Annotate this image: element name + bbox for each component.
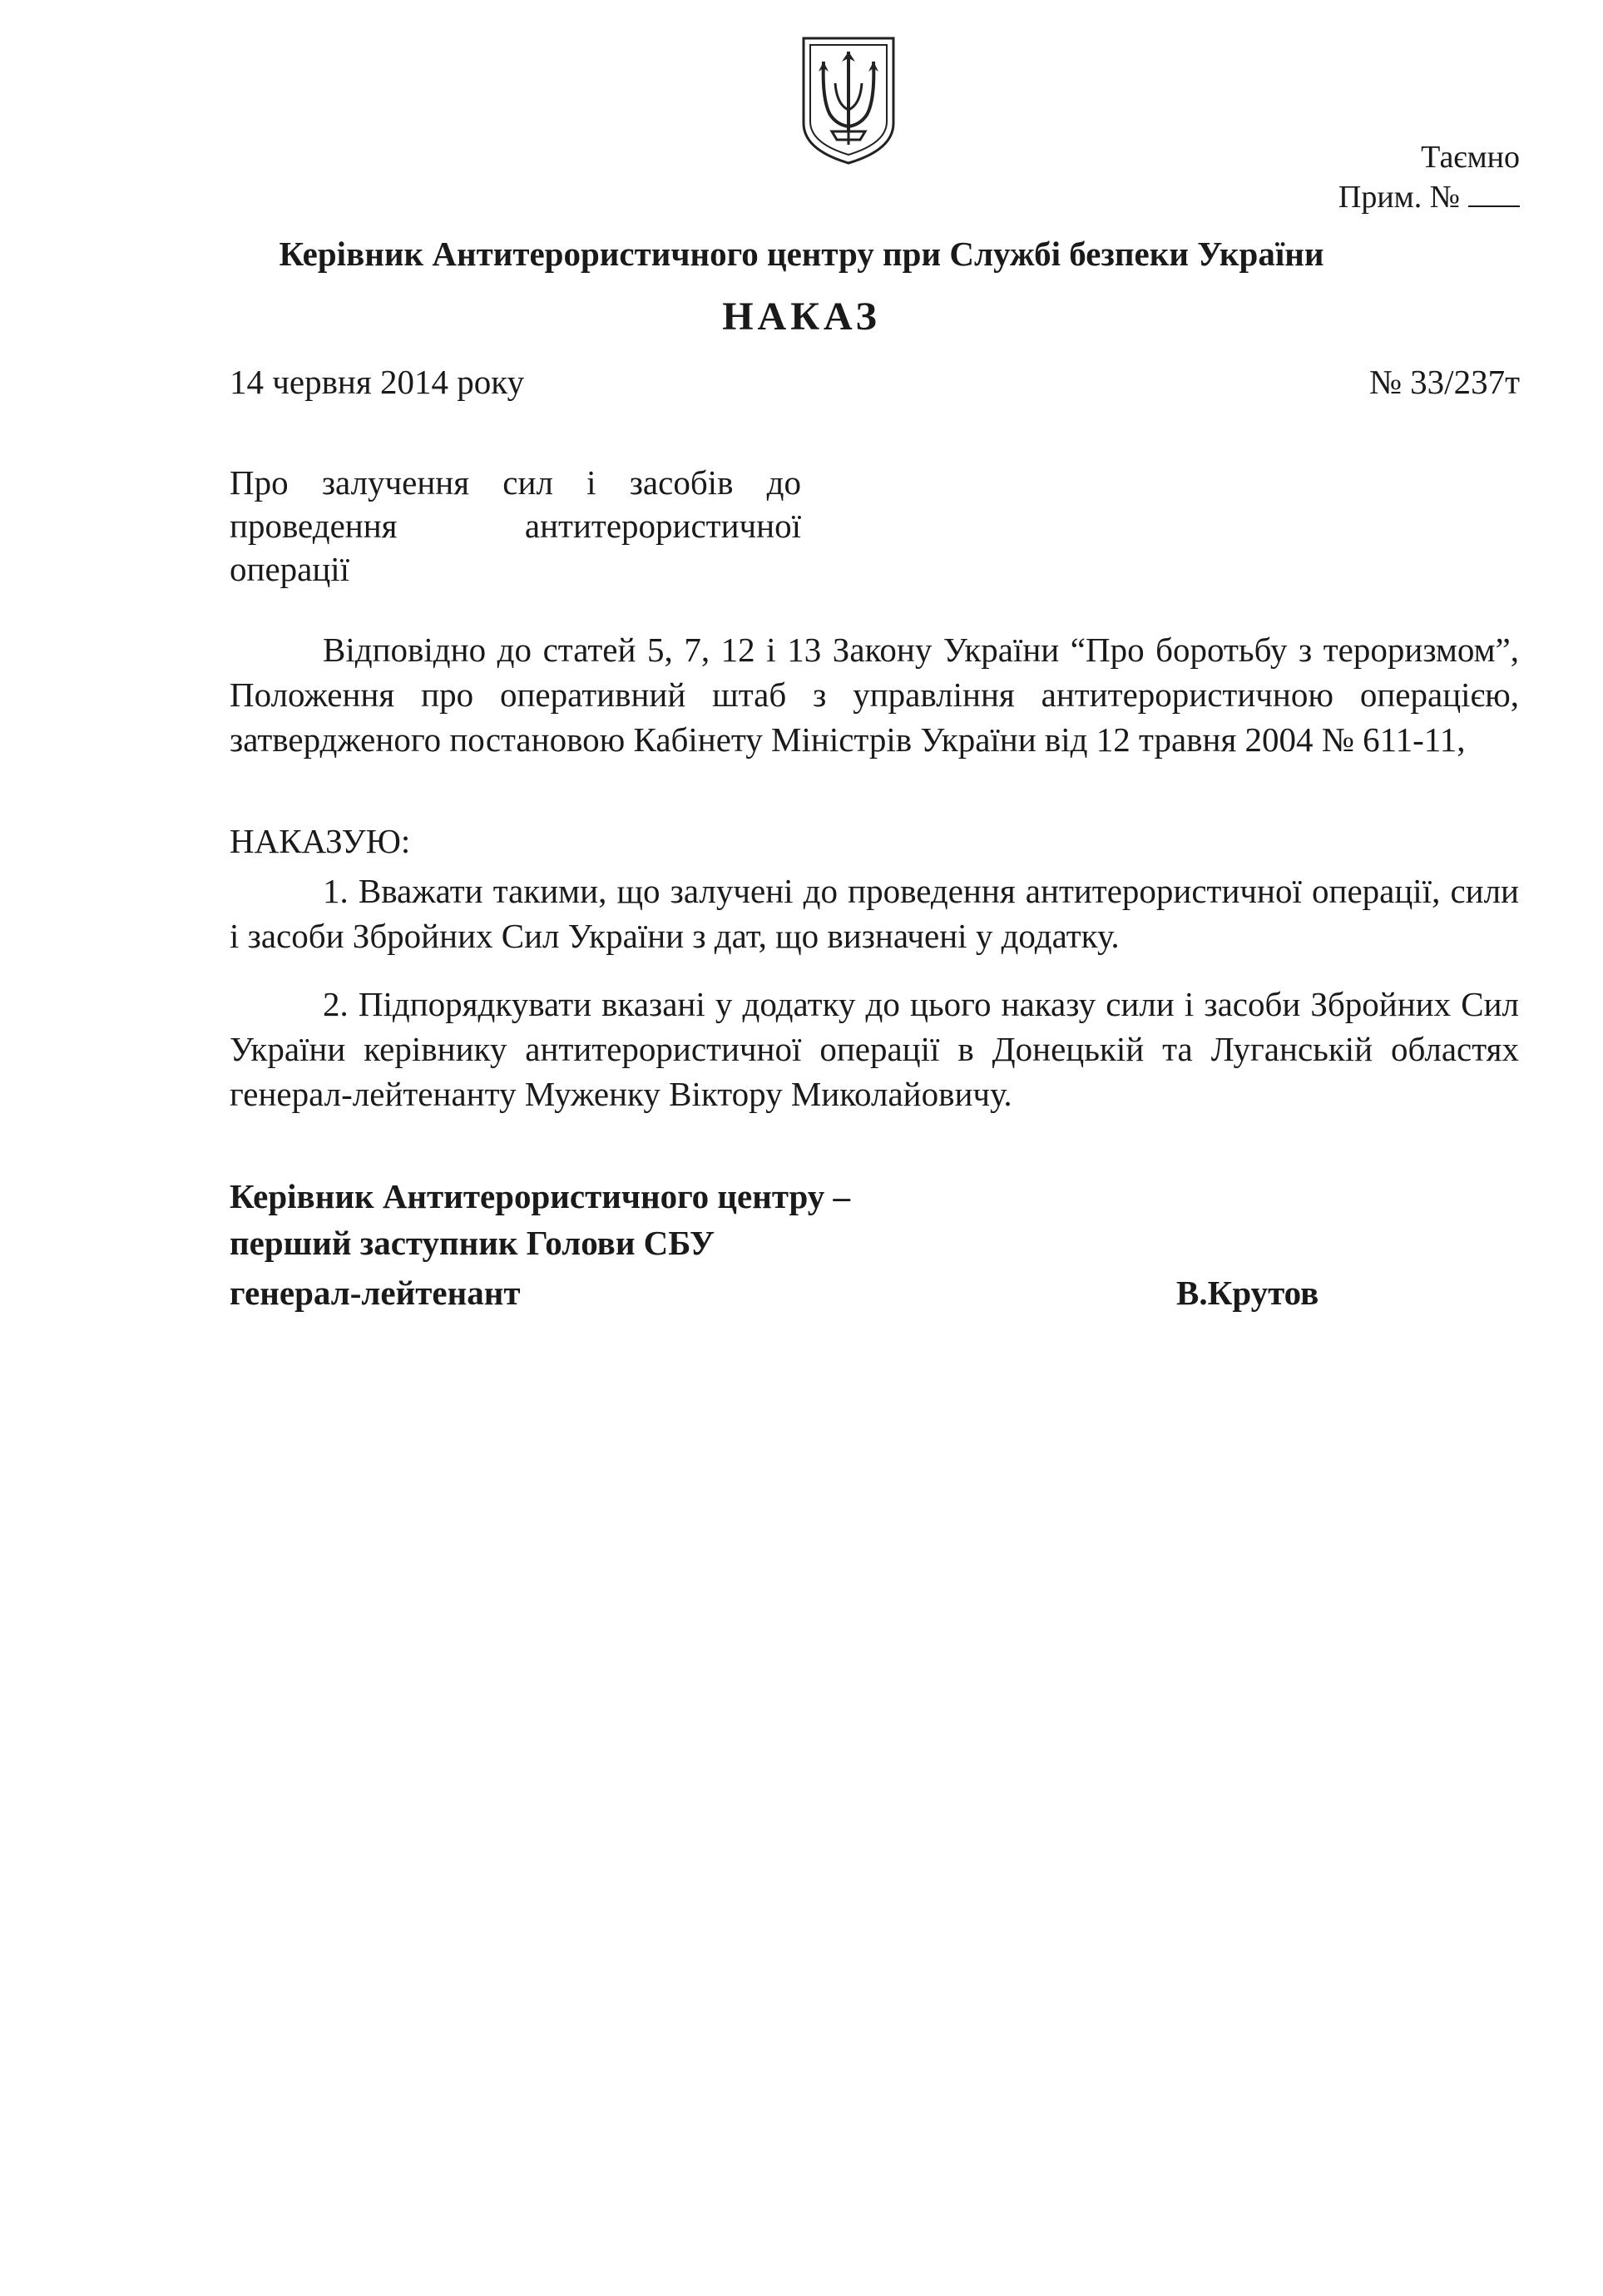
preamble-paragraph: Відповідно до статей 5, 7, 12 і 13 Закону України “Про боротьбу з тероризмом”, Положення про оперативний штаб з управління антитерористичною операцією, затвердженого постановою Кабінету Міністрів України від 12 травня 2004 № 611-11, <box>230 631 1519 759</box>
document-subject <box>230 461 801 591</box>
signatory-position <box>230 1173 850 1266</box>
subject-line: проведення антитерористичної <box>230 507 801 545</box>
signatory-position-line: Керівник Антитерористичного центру – <box>230 1177 851 1215</box>
issuing-authority: Керівник Антитерористичного центру при Службі безпеки України <box>279 235 1324 273</box>
classification-mark: Таємно <box>1421 140 1520 175</box>
document-date: 14 червня 2014 року <box>230 363 525 401</box>
copy-number-label: Прим. № <box>1338 180 1460 215</box>
coat-of-arms-icon <box>799 33 898 166</box>
copy-number <box>1338 177 1520 217</box>
signatory-rank: генерал-лейтенант <box>230 1274 521 1312</box>
signatory-name: В.Крутов <box>1176 1274 1319 1312</box>
subject-line: операції <box>230 550 350 588</box>
subject-line: Про залучення сил і засобів до <box>230 463 801 502</box>
document-number: № 33/237т <box>1368 363 1520 401</box>
order-item: 2. Підпорядкувати вказані у додатку до цього наказу сили і засоби Збройних Сил України керівнику антитерористичної операції в Донецькій та Луганській областях генерал-лейтенанту Муженку Віктору Миколайовичу. <box>230 985 1519 1113</box>
copy-number-blank <box>1468 179 1520 207</box>
order-word: НАКАЗУЮ: <box>230 822 411 860</box>
signatory-position-line: перший заступник Голови СБУ <box>230 1224 715 1262</box>
order-item: 1. Вважати такими, що залучені до проведення антитерористичної операції, сили і засоби Збройних Сил України з дат, що визначені у додатку. <box>230 872 1519 955</box>
document-type: НАКАЗ <box>722 294 881 339</box>
